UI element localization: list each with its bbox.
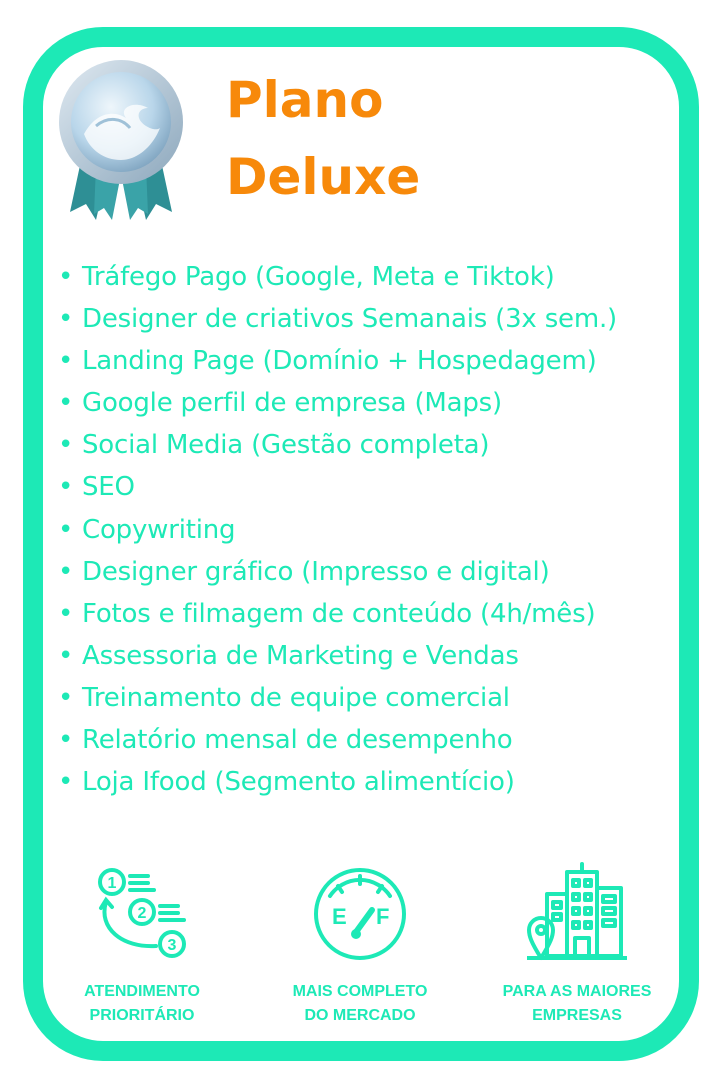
list-item: • Fotos e filmagem de conteúdo (4h/mês): [58, 598, 596, 629]
list-item: • Tráfego Pago (Google, Meta e Tiktok): [58, 262, 555, 292]
badge-label: MAIS COMPLETO DO MERCADO: [292, 983, 428, 1024]
badge-companies: [482, 862, 672, 1028]
badge-label: PARA AS MAIORES EMPRESAS: [502, 983, 652, 1024]
medal-icon: [56, 56, 186, 224]
plan-title-line2: Deluxe: [226, 148, 421, 206]
list-item: • Copywriting: [58, 514, 236, 545]
svg-text:3: 3: [167, 937, 177, 954]
list-item: • SEO: [58, 472, 135, 503]
list-item: • Treinamento de equipe comercial: [58, 682, 510, 713]
list-item: • Loja Ifood (Segmento alimentício): [58, 767, 515, 798]
list-item: • Relatório mensal de desempenho: [58, 725, 513, 756]
svg-text:1: 1: [107, 875, 117, 892]
list-item: • Assessoria de Marketing e Vendas: [58, 640, 519, 671]
plan-title-line1: Plano: [226, 71, 384, 129]
svg-text:2: 2: [137, 905, 147, 922]
list-item: • Designer de criativos Semanais (3x sem.): [58, 304, 617, 335]
feature-list: [58, 256, 617, 803]
list-item: • Designer gráfico (Impresso e digital): [58, 556, 550, 587]
building-location-icon: [527, 862, 627, 962]
priority-list-icon: [92, 862, 192, 962]
svg-text:F: F: [376, 904, 390, 929]
fuel-gauge-icon: [310, 862, 410, 962]
badge-complete: [265, 862, 455, 1028]
svg-text:E: E: [332, 904, 347, 929]
badge-priority: [47, 862, 237, 1028]
plan-title: [226, 62, 420, 216]
list-item: • Landing Page (Domínio + Hospedagem): [58, 346, 597, 377]
list-item: • Social Media (Gestão completa): [58, 430, 490, 461]
list-item: • Google perfil de empresa (Maps): [58, 388, 502, 419]
badge-label: ATENDIMENTO PRIORITÁRIO: [84, 983, 200, 1024]
